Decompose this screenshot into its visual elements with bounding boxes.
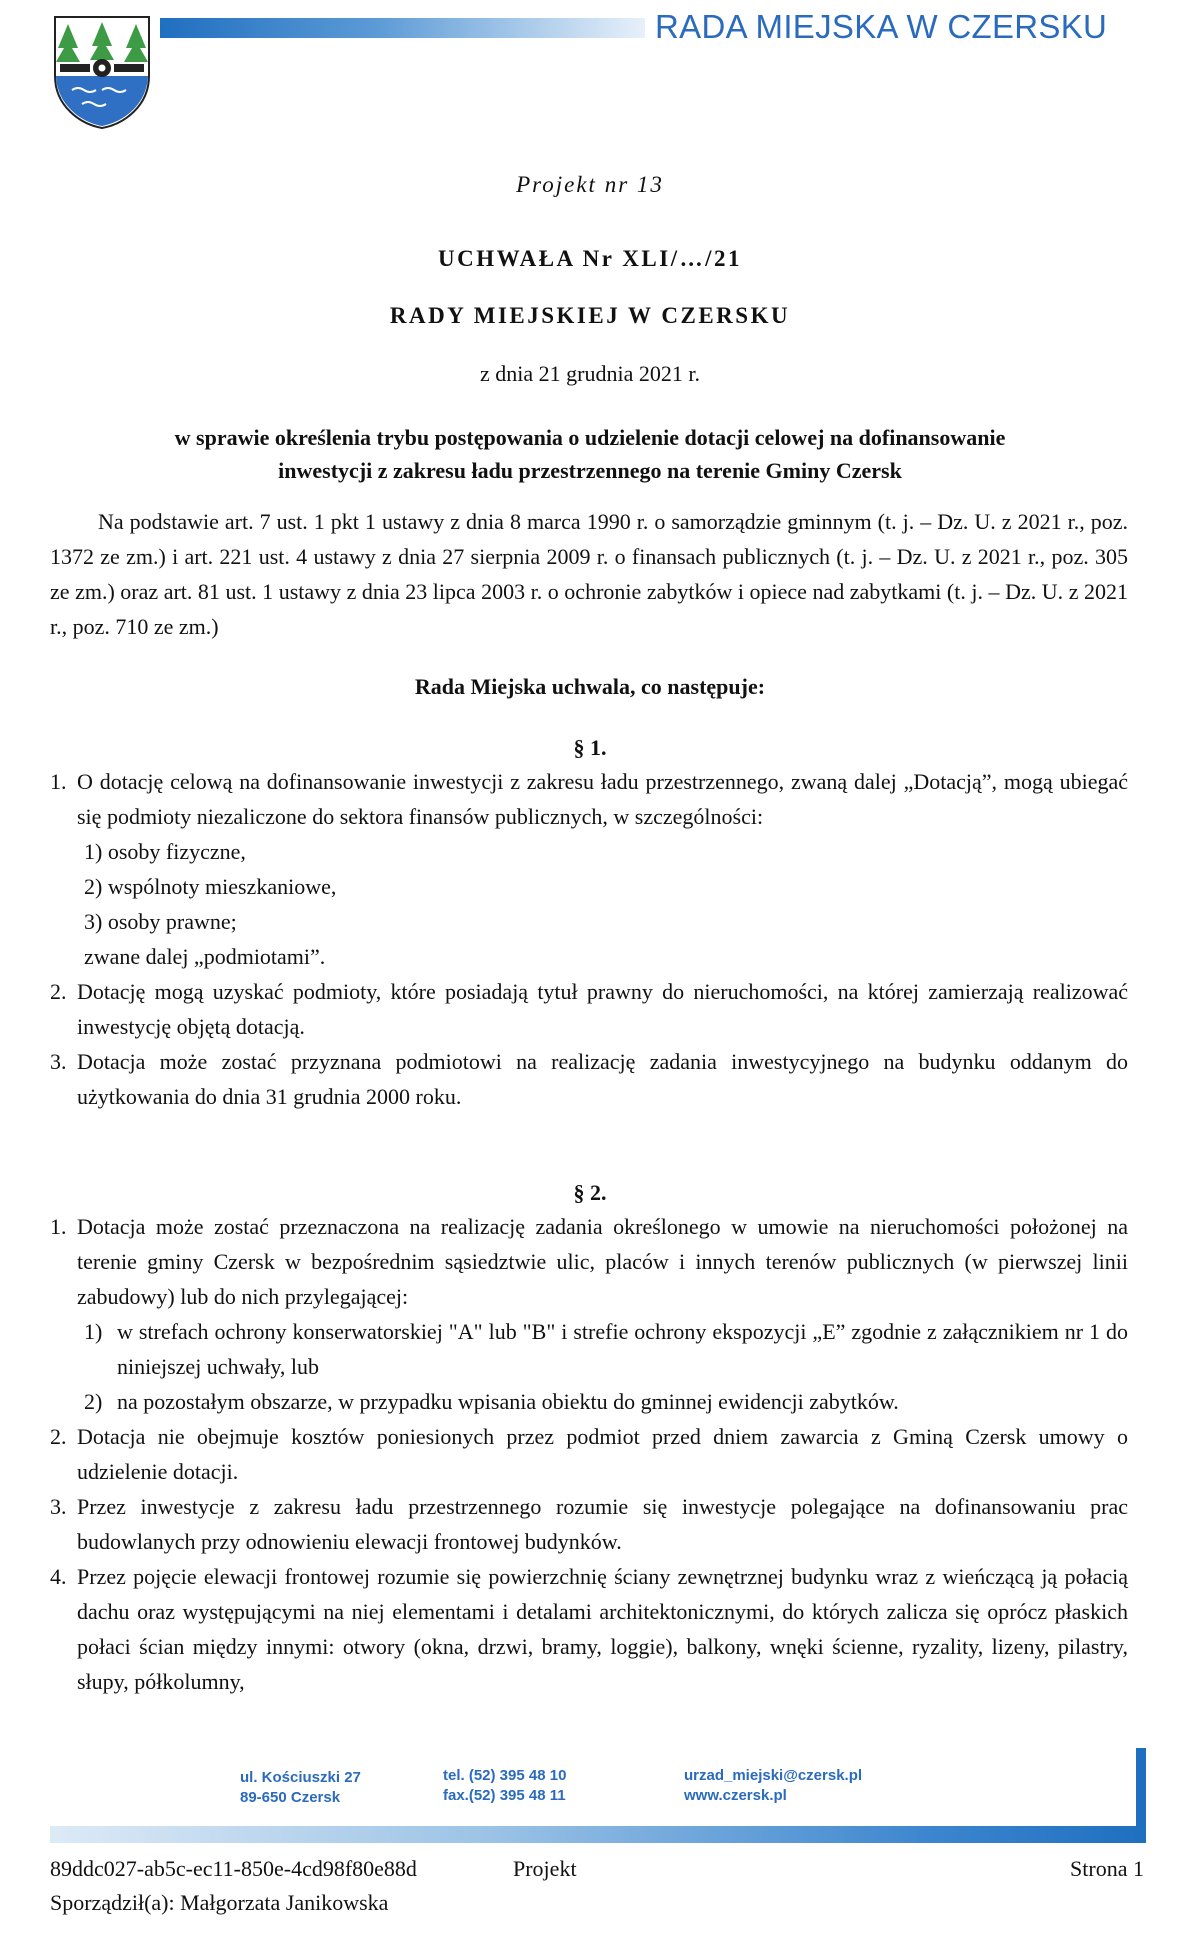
item-text: Przez pojęcie elewacji frontowej rozumie się powierzchnię ściany zewnętrznej budynku wraz z wieńczącą ją połacią dachu oraz występującymi na niej elementami i detalami architektonicznymi, do których zalicza się oprócz płaskich połaci ścian między innymi: otwory (okna, drzwi, bramy, loggie), balkony, wnęki ścienne, ryzality, lizeny, pilastry, słupy, półkolumny, xyxy=(77,1564,1128,1694)
resolution-intro: Rada Miejska uchwala, co następuje: xyxy=(414,674,766,699)
item-text: Dotacja może zostać przyznana podmiotowi na realizację zadania inwestycyjnego na budynku oddanym do użytkowania do dnia 31 grudnia 2000 roku. xyxy=(77,1049,1128,1109)
list-item xyxy=(50,1044,1128,1114)
header-gradient-bar xyxy=(160,18,645,38)
prepared-by: Sporządził(a): Małgorzata Janikowska xyxy=(50,1890,389,1915)
section-2-heading: § 2. xyxy=(573,1180,607,1205)
item-number: 1. xyxy=(50,769,67,794)
sub-item: 2) wspólnoty mieszkaniowe, xyxy=(84,874,337,899)
phone-number: tel. (52) 395 48 10 xyxy=(443,1767,567,1784)
address-line-1: ul. Kościuszki 27 xyxy=(240,1769,361,1786)
item-number: 4. xyxy=(50,1564,67,1589)
item-text: O dotację celową na dofinansowanie inwestycji z zakresu ładu przestrzennego, zwaną dalej „Dotacją”, mogą ubiegać się podmioty niezaliczone do sektora finansów publicznych, w szczególności: xyxy=(77,769,1128,829)
section-1-heading: § 1. xyxy=(573,735,607,760)
item-number: 1. xyxy=(50,1214,67,1239)
item-text: Dotację mogą uzyskać podmioty, które posiadają tytuł prawny do nieruchomości, na której zamierzają realizować inwestycję objętą dotacją. xyxy=(77,979,1128,1039)
resolution-date: z dnia 21 grudnia 2021 r. xyxy=(480,361,700,386)
email-address: urzad_miejski@czersk.pl xyxy=(684,1767,863,1784)
resolution-title: UCHWAŁA Nr XLI/…/21 xyxy=(438,246,742,271)
sub-item: 1) osoby fizyczne, xyxy=(84,839,246,864)
sub-item-text: w strefach ochrony konserwatorskiej "A" lub "B" i strefie ochrony ekspozycji „E” zgodnie z załącznikiem nr 1 do niniejszej uchwały, lub xyxy=(117,1319,1128,1379)
section-1-list xyxy=(50,764,1128,1114)
list-item xyxy=(50,1559,1128,1699)
sub-item-number: 2) xyxy=(84,1389,103,1414)
footer-gradient-bar xyxy=(50,1826,1146,1843)
list-item xyxy=(50,1419,1128,1489)
item-number: 2. xyxy=(50,1424,67,1449)
sub-item xyxy=(77,1384,1128,1419)
item-text: Dotacja może zostać przeznaczona na realizację zadania określonego w umowie na nieruchomości położonej na terenie gminy Czersk w bezpośrednim sąsiedztwie ulic, placów i innych terenów publicznych (w pierwszej linii zabudowy) lub do nich przylegającej: xyxy=(77,1214,1128,1309)
list-item xyxy=(50,1209,1128,1419)
subject-line-1: w sprawie określenia trybu postępowania o udzielenie dotacji celowej na dofinansowanie xyxy=(174,425,1006,450)
list-item xyxy=(50,764,1128,974)
list-item xyxy=(50,974,1128,1044)
subject-line-2: inwestycji z zakresu ładu przestrzennego na terenie Gminy Czersk xyxy=(278,458,902,483)
item-number: 2. xyxy=(50,979,67,1004)
website-address: www.czersk.pl xyxy=(684,1787,787,1804)
sub-item-number: 1) xyxy=(84,1319,103,1344)
item-text: Dotacja nie obejmuje kosztów poniesionych przez podmiot przed dniem zawarcia z Gminą Czersk umowy o udzielenie dotacji. xyxy=(77,1424,1128,1484)
list-item xyxy=(50,1489,1128,1559)
header-institution-title: RADA MIEJSKA W CZERSKU xyxy=(655,8,1108,45)
item-number: 3. xyxy=(50,1049,67,1074)
document-id: 89ddc027-ab5c-ec11-850e-4cd98f80e88d xyxy=(50,1856,417,1881)
project-label: Projekt nr 13 xyxy=(516,172,664,197)
resolution-issuer: RADY MIEJSKIEJ W CZERSKU xyxy=(389,303,791,328)
resolution-subject xyxy=(0,421,1180,487)
sub-item: 3) osoby prawne; xyxy=(84,909,237,934)
footer-address xyxy=(240,1768,361,1808)
footer-contact xyxy=(684,1766,862,1806)
section-2-list xyxy=(50,1209,1128,1699)
sub-item-tail: zwane dalej „podmiotami”. xyxy=(84,944,326,969)
municipal-crest xyxy=(52,14,152,130)
page-number: Strona 1 xyxy=(1070,1856,1144,1881)
document-status: Projekt xyxy=(513,1856,577,1881)
legal-basis-paragraph: Na podstawie art. 7 ust. 1 pkt 1 ustawy z dnia 8 marca 1990 r. o samorządzie gminnym (t. j. – Dz. U. z 2021 r., poz. 1372 ze zm.) i art. 221 ust. 4 ustawy z dnia 27 sierpnia 2009 r. o finansach publicznych (t. j. – Dz. U. z 2021 r., poz. 305 ze zm.) oraz art. 81 ust. 1 ustawy z dnia 23 lipca 2003 r. o ochronie zabytków i opiece nad zabytkami (t. j. – Dz. U. z 2021 r., poz. 710 ze zm.) xyxy=(50,509,1128,639)
footer-phone-fax xyxy=(443,1766,566,1806)
item-text: Przez inwestycje z zakresu ładu przestrzennego rozumie się inwestycje polegające na dofinansowaniu prac budowlanych przy odnowieniu elewacji frontowej budynków. xyxy=(77,1494,1128,1554)
fax-number: fax.(52) 395 48 11 xyxy=(443,1787,566,1804)
address-line-2: 89-650 Czersk xyxy=(240,1789,341,1806)
sub-item xyxy=(77,1314,1128,1384)
sub-item-text: na pozostałym obszarze, w przypadku wpisania obiektu do gminnej ewidencji zabytków. xyxy=(117,1389,899,1414)
item-number: 3. xyxy=(50,1494,67,1519)
